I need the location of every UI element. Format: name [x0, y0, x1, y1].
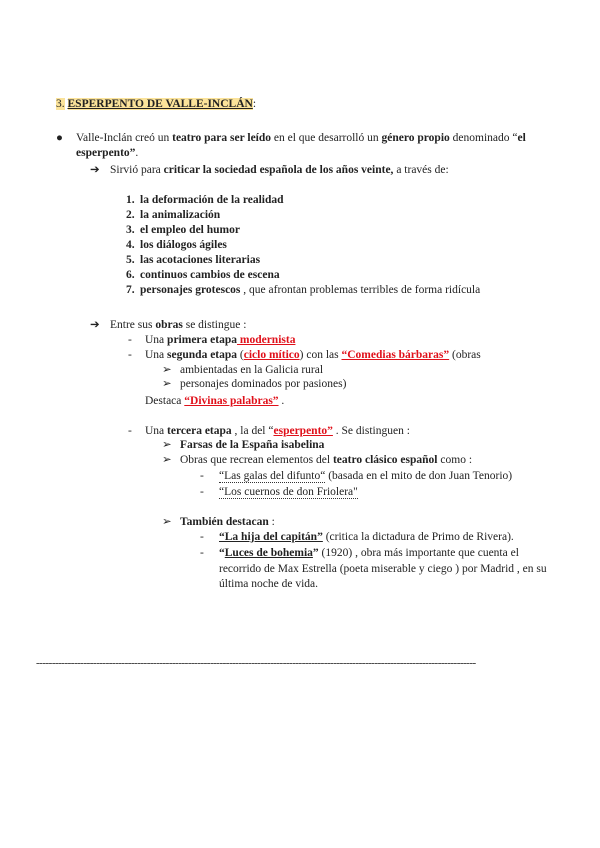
hija-line: “La hija del capitán” (critica la dictadura de Primo de Rivera). — [219, 531, 514, 543]
luces-line-2: recorrido de Max Estrella (poeta miserable y ciego ) por Madrid , en su — [219, 563, 547, 575]
separator-line: ------------------------------------------------------------------------------------------------------------------------------------------- — [36, 657, 476, 669]
dash-marker: - — [200, 486, 204, 498]
bullet-dot-icon: ● — [56, 132, 63, 144]
list-item: 1. la deformación de la realidad — [126, 194, 284, 206]
dash-marker: - — [200, 470, 204, 482]
etapa1-line: Una primera etapa modernista — [145, 334, 296, 346]
farsas-line: Farsas de la España isabelina — [180, 439, 325, 451]
section-heading — [56, 97, 256, 112]
list-item: 7. personajes grotescos , que afrontan problemas terribles de forma ridícula — [126, 284, 481, 296]
intro-line-1: Valle-Inclán creó un teatro para ser leído en el que desarrolló un género propio denominado “el — [76, 132, 526, 144]
dash-marker: - — [128, 349, 132, 361]
arrowhead-icon: ➢ — [162, 516, 172, 528]
arrowhead-icon: ➢ — [162, 439, 172, 451]
etapa2-line: Una segunda etapa (ciclo mítico) con las “Comedias bárbaras” (obras — [145, 349, 481, 361]
destaca-line: Destaca “Divinas palabras” . — [145, 395, 285, 407]
dash-marker: - — [128, 425, 132, 437]
arrowhead-icon: ➢ — [162, 364, 172, 376]
list-item: 6. continuos cambios de escena — [126, 269, 280, 281]
dash-marker: - — [200, 547, 204, 559]
list-item: 4. los diálogos ágiles — [126, 239, 227, 251]
recrean-line: Obras que recrean elementos del teatro clásico español como : — [180, 454, 473, 466]
list-item: 5. las acotaciones literarias — [126, 254, 261, 266]
heading-title: ESPERPENTO DE VALLE-INCLÁN — [67, 98, 253, 110]
arrow-right-icon: ➔ — [90, 164, 100, 176]
sirvio-line: Sirvió para criticar la sociedad española de los años veinte, a través de: — [110, 164, 449, 176]
intro-line-2: esperpento”. — [76, 147, 139, 159]
arrowhead-icon: ➢ — [162, 378, 172, 390]
heading-colon: : — [252, 98, 257, 110]
dash-marker: - — [128, 334, 132, 346]
etapa2-sub-2: personajes dominados por pasiones) — [180, 378, 347, 390]
arrowhead-icon: ➢ — [162, 454, 172, 466]
tambien-line: También destacan : — [180, 516, 275, 528]
etapa2-sub-1: ambientadas en la Galicia rural — [180, 364, 324, 376]
dash-marker: - — [200, 531, 204, 543]
etapa3-line: Una tercera etapa , la del “esperpento” . Se distinguen : — [145, 425, 410, 437]
heading-number: 3. — [56, 98, 65, 110]
obras-line: Entre sus obras se distingue : — [110, 319, 247, 331]
features-list — [126, 193, 480, 298]
luces-line-3: última noche de vida. — [219, 578, 318, 590]
cuernos-line: “Los cuernos de don Friolera" — [219, 486, 358, 498]
list-item: 2. la animalización — [126, 209, 221, 221]
arrow-right-icon: ➔ — [90, 319, 100, 331]
luces-line-1: “Luces de bohemia” (1920) , obra más importante que cuenta el — [219, 547, 519, 559]
list-item: 3. el empleo del humor — [126, 224, 240, 236]
galas-line: “Las galas del difunto“ (basada en el mito de don Juan Tenorio) — [219, 470, 513, 482]
